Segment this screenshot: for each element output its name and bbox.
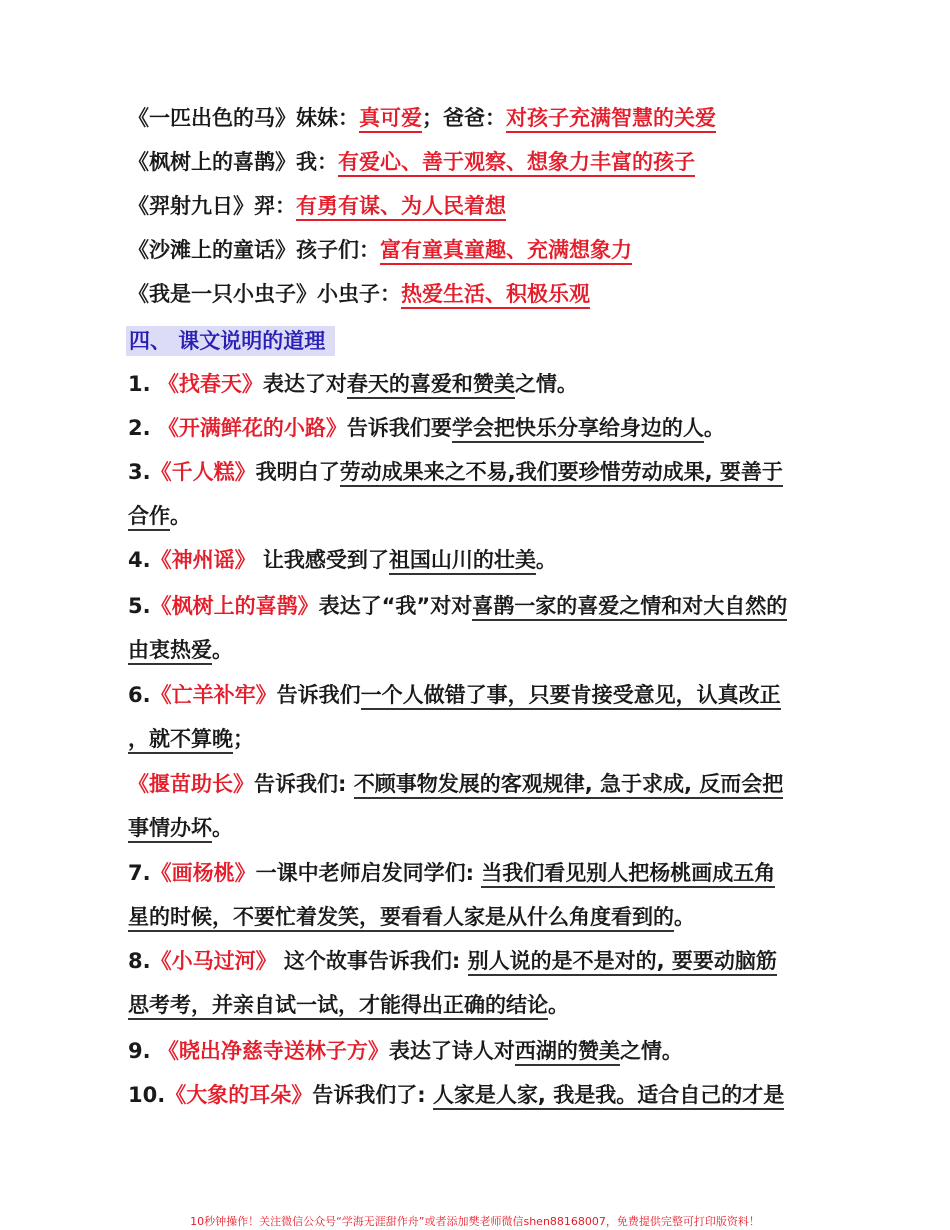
trait-text: 有勇有谋、为人民着想	[296, 194, 506, 221]
trait-line-4	[128, 235, 830, 265]
lesson-title: 《羿射九日》	[128, 194, 254, 218]
lesson-7	[128, 858, 830, 888]
lesson-6-cont	[128, 724, 830, 754]
trait-line-3	[128, 191, 830, 221]
lesson-title: 《神州谣》	[150, 548, 256, 572]
lesson-title: 《亡羊补牢》	[150, 683, 277, 707]
character-name: 小虫子：	[317, 282, 401, 306]
lesson-underlined: 喜鹊一家的喜爱之情和对大自然的	[472, 594, 787, 621]
trait-text: 热爱生活、积极乐观	[401, 282, 590, 309]
lesson-underlined: 西湖的赞美	[515, 1039, 620, 1066]
lesson-underlined: 别人说的是不是对的, 要要动脑筋	[468, 949, 777, 976]
lesson-underlined: 事情办坏	[128, 816, 212, 843]
trait-text: 富有童真童趣、充满想象力	[380, 238, 632, 265]
lesson-title: 《小马过河》	[150, 949, 277, 973]
lesson-text-end: 之情。	[514, 372, 578, 396]
lesson-text: 让我感受到了	[255, 548, 389, 572]
lesson-text: 告诉我们:	[254, 772, 354, 796]
lesson-text: 告诉我们要	[346, 416, 452, 440]
lesson-text: 告诉我们了:	[312, 1083, 433, 1107]
lesson-10	[128, 1080, 830, 1110]
lesson-text-end: 。	[170, 504, 191, 528]
lesson-1	[128, 369, 830, 399]
lesson-6	[128, 680, 830, 710]
lesson-4	[128, 545, 830, 575]
lesson-6b-cont	[128, 813, 830, 843]
lesson-5	[128, 591, 830, 621]
item-number: 1.	[128, 372, 158, 396]
trait-text: 真可爱	[359, 106, 422, 133]
lesson-6b	[128, 769, 830, 799]
item-number: 4.	[128, 548, 151, 572]
lesson-5-cont	[128, 635, 830, 665]
footer-note: 10秒钟操作！关注微信公众号“学海无涯甜作舟”或者添加樊老师微信shen88168007，免费提供完整可打印版资料！	[190, 1215, 760, 1228]
lesson-underlined: 学会把快乐分享给身边的人	[452, 416, 704, 443]
lesson-8-cont	[128, 990, 830, 1020]
lesson-text-end: 。	[535, 548, 557, 572]
lesson-title: 《开满鲜花的小路》	[157, 416, 347, 440]
item-number: 6.	[128, 683, 151, 707]
lesson-text: 表达了诗人对	[388, 1039, 515, 1063]
trait-separator: ；爸爸：	[422, 106, 506, 130]
lesson-underlined: 劳动成果来之不易,我们要珍惜劳动成果, 要善于	[340, 460, 783, 487]
lesson-underlined: 不顾事物发展的客观规律, 急于求成, 反而会把	[354, 772, 784, 799]
lesson-text: 这个故事告诉我们:	[276, 949, 468, 973]
lesson-text-end: ；	[233, 727, 254, 751]
lesson-text: 表达了“我”对对	[318, 594, 473, 618]
lesson-underlined: 祖国山川的壮美	[389, 548, 536, 575]
lesson-text-end: 。	[674, 905, 695, 929]
lesson-title: 《大象的耳朵》	[165, 1083, 313, 1107]
lesson-title: 《沙滩上的童话》	[128, 238, 296, 262]
lesson-text: 我明白了	[255, 460, 340, 484]
item-number: 10.	[128, 1083, 166, 1107]
lesson-underlined: 星的时候，不要忙着发笑，要看看人家是从什么角度看到的	[128, 905, 674, 932]
item-number: 5.	[128, 594, 151, 618]
trait-line-1	[128, 103, 830, 133]
lesson-9	[128, 1036, 830, 1066]
trait-line-5	[128, 279, 830, 309]
character-name: 妹妹：	[296, 106, 359, 130]
lesson-text-end: 。	[548, 993, 569, 1017]
trait-text: 有爱心、善于观察、想象力丰富的孩子	[338, 150, 695, 177]
lesson-underlined: 人家是人家, 我是我。适合自己的才是	[433, 1083, 784, 1110]
trait-text-2: 对孩子充满智慧的关爱	[506, 106, 716, 133]
character-name: 羿：	[254, 194, 296, 218]
lesson-text: 一课中老师启发同学们:	[255, 861, 482, 885]
item-number: 8.	[128, 949, 151, 973]
lesson-7-cont	[128, 902, 830, 932]
lesson-3	[128, 457, 830, 487]
lesson-underlined: 一个人做错了事，只要肯接受意见，认真改正	[361, 683, 781, 710]
lesson-underlined: 合作	[128, 504, 170, 531]
lesson-text: 告诉我们	[276, 683, 361, 707]
lesson-3-cont	[128, 501, 830, 531]
lesson-text: 表达了对	[262, 372, 347, 396]
lesson-underlined: 春天的喜爱和赞美	[347, 372, 515, 399]
item-number: 7.	[128, 861, 151, 885]
lesson-title: 《一匹出色的马》	[128, 106, 296, 130]
lesson-underlined: 思考考，并亲自试一试，才能得出正确的结论	[128, 993, 548, 1020]
lesson-title: 《晓出净慈寺送林子方》	[157, 1039, 389, 1063]
trait-line-2	[128, 147, 830, 177]
lesson-text-end: 之情。	[619, 1039, 683, 1063]
lesson-8	[128, 946, 830, 976]
character-name: 我：	[296, 150, 338, 174]
character-name: 孩子们：	[296, 238, 380, 262]
lesson-title: 《画杨桃》	[150, 861, 256, 885]
lesson-text-end: 。	[703, 416, 725, 440]
lesson-title: 《揠苗助长》	[128, 772, 254, 796]
section-heading: 四、 课文说明的道理	[126, 326, 335, 356]
lesson-underlined: ，就不算晚	[128, 727, 233, 754]
lesson-underlined: 由衷热爱	[128, 638, 212, 665]
lesson-2	[128, 413, 830, 443]
lesson-text-end: 。	[212, 638, 233, 662]
lesson-text-end: 。	[212, 816, 233, 840]
item-number: 2.	[128, 416, 158, 440]
lesson-title: 《找春天》	[157, 372, 263, 396]
lesson-title: 《千人糕》	[150, 460, 256, 484]
lesson-title: 《枫树上的喜鹊》	[150, 594, 319, 618]
lesson-title: 《我是一只小虫子》	[128, 282, 317, 306]
lesson-title: 《枫树上的喜鹊》	[128, 150, 296, 174]
item-number: 9.	[128, 1039, 158, 1063]
lesson-underlined: 当我们看见别人把杨桃画成五角	[481, 861, 775, 888]
item-number: 3.	[128, 460, 151, 484]
